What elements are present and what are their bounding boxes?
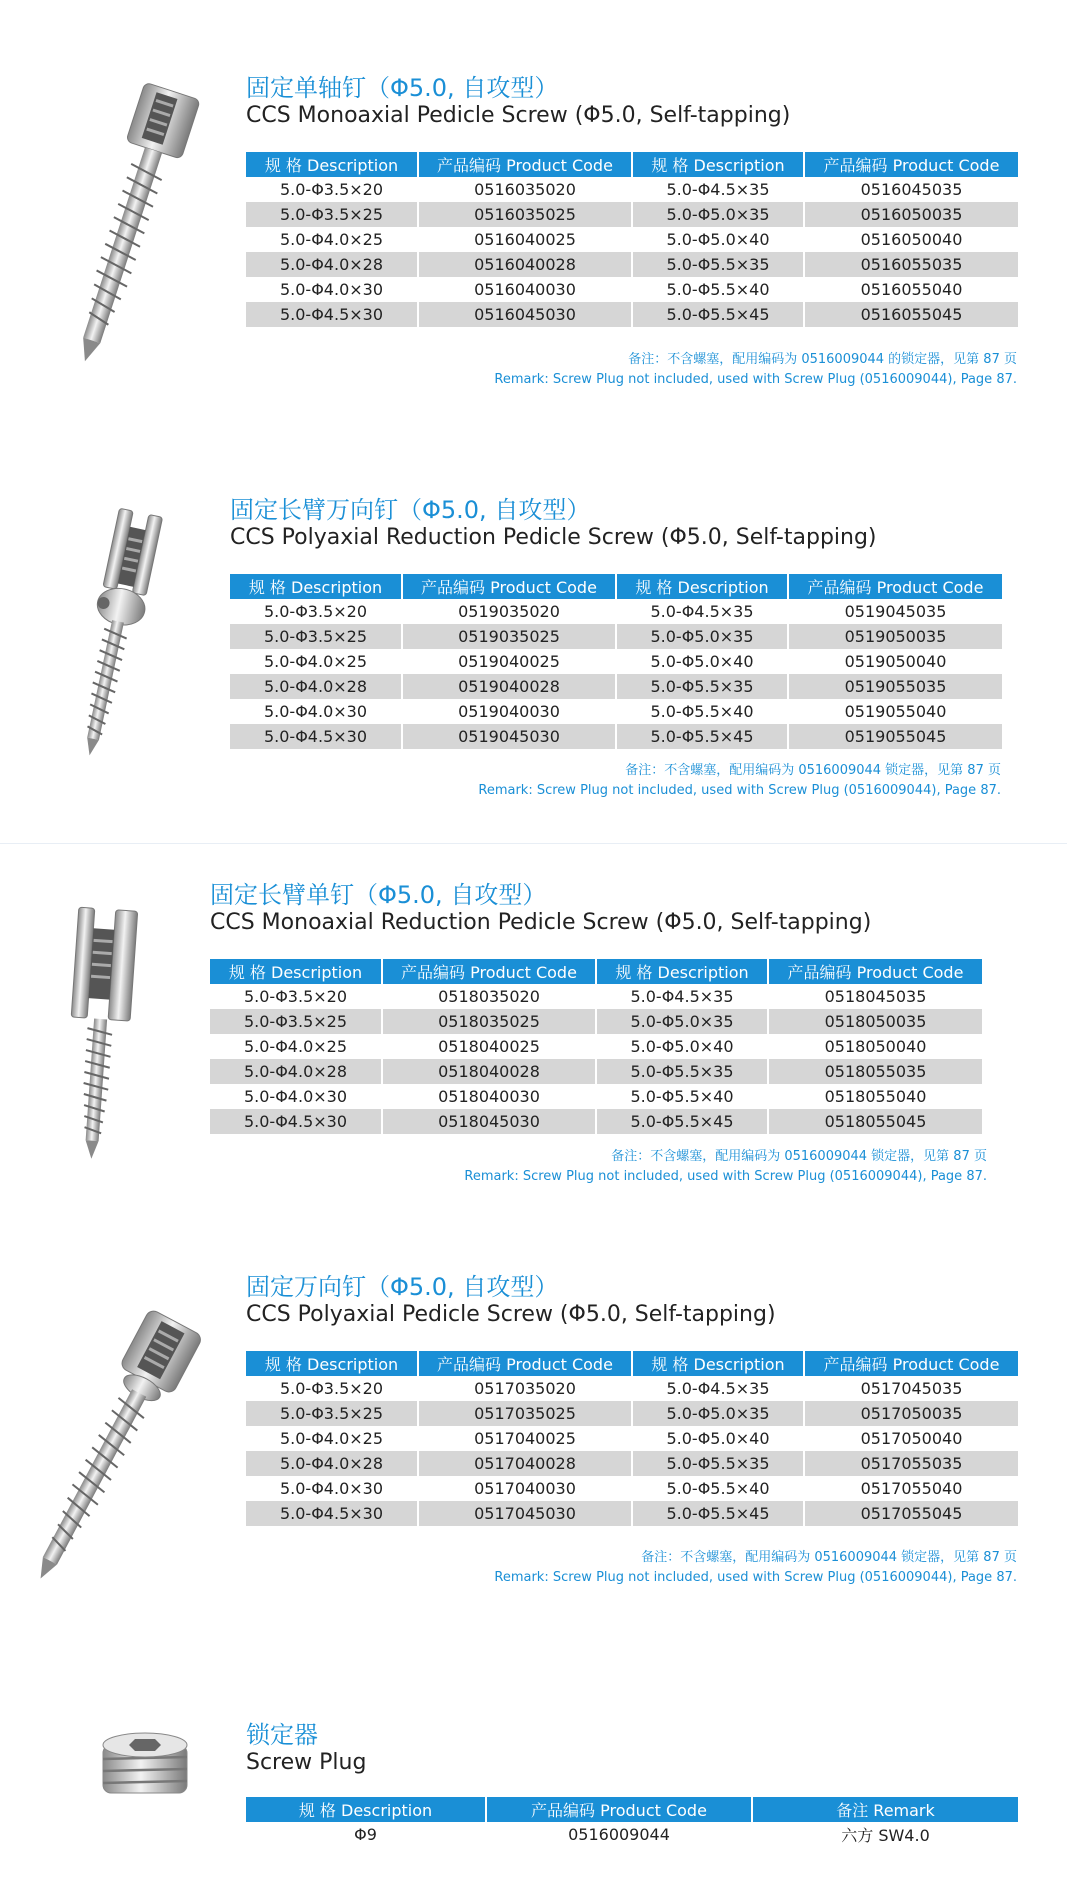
table-row xyxy=(210,1034,982,1059)
section-4-remark xyxy=(494,1548,1017,1588)
table-row xyxy=(210,1084,982,1109)
divider-line xyxy=(0,843,1067,844)
cell: 0516045030 xyxy=(418,302,632,327)
section-3-title-en: CCS Monoaxial Reduction Pedicle Screw (Φ5.0, Self-tapping) xyxy=(210,910,872,935)
header-description: 规 格 Description xyxy=(210,959,382,984)
header-product-code: 产品编码 Product Code xyxy=(382,959,596,984)
section-4-title-cn: 固定万向钉（Φ5.0, 自攻型） xyxy=(246,1273,559,1301)
cell: 六方 SW4.0 xyxy=(841,1826,930,1845)
cell: 0517045030 xyxy=(418,1501,632,1526)
cell: 5.0-Φ4.0×28 xyxy=(246,252,418,277)
cell: 0517055045 xyxy=(804,1501,1018,1526)
cell: 5.0-Φ4.5×35 xyxy=(596,984,768,1009)
header-description: 规 格 Description xyxy=(632,152,804,177)
cell: 5.0-Φ5.5×40 xyxy=(632,1476,804,1501)
remark-cn: 备注：不含螺塞，配用编码为 0516009044 锁定器，见第 87 页 xyxy=(611,1149,987,1164)
header-product-code: 产品编码 Product Code xyxy=(788,574,1002,599)
cell: 5.0-Φ5.5×40 xyxy=(616,699,788,724)
table-row xyxy=(246,177,1018,202)
remark-cn: 备注：不含螺塞，配用编码为 0516009044 锁定器，见第 87 页 xyxy=(625,763,1001,778)
cell: 5.0-Φ3.5×20 xyxy=(246,177,418,202)
plug-title-cn: 锁定器 xyxy=(246,1721,318,1749)
table-row xyxy=(246,1451,1018,1476)
cell: 5.0-Φ4.5×35 xyxy=(632,177,804,202)
cell: 0516035020 xyxy=(418,177,632,202)
monoaxial-screw-image xyxy=(40,75,210,375)
cell: 5.0-Φ4.0×25 xyxy=(230,649,402,674)
table-row xyxy=(246,1476,1018,1501)
cell: 0516040030 xyxy=(418,277,632,302)
cell: 0517035020 xyxy=(418,1376,632,1401)
cell: 0517040025 xyxy=(418,1426,632,1451)
cell: 0516040028 xyxy=(418,252,632,277)
table-row xyxy=(230,674,1002,699)
cell: 0519055045 xyxy=(788,724,1002,749)
cell: 0518045035 xyxy=(824,987,927,1006)
plug-title-en: Screw Plug xyxy=(246,1750,367,1775)
cell: 0518040025 xyxy=(382,1034,596,1059)
cell: 0517055035 xyxy=(804,1451,1018,1476)
header-description: 规 格 Description xyxy=(632,1351,804,1376)
cell: 5.0-Φ5.5×35 xyxy=(632,252,804,277)
cell: Φ9 xyxy=(246,1822,486,1847)
cell: 5.0-Φ4.0×28 xyxy=(210,1059,382,1084)
polyaxial-reduction-screw-image xyxy=(45,505,175,765)
cell: 0517045035 xyxy=(860,1379,963,1398)
table-row xyxy=(230,699,1002,724)
cell: 5.0-Φ3.5×25 xyxy=(246,202,418,227)
cell: 5.0-Φ4.5×30 xyxy=(210,1109,382,1134)
cell: 5.0-Φ5.5×40 xyxy=(596,1084,768,1109)
remark-en: Remark: Screw Plug not included, used with Screw Plug (0516009044), Page 87. xyxy=(494,372,1017,387)
cell: 0519050035 xyxy=(788,624,1002,649)
cell: 5.0-Φ5.0×35 xyxy=(632,202,804,227)
table-header-row xyxy=(246,1797,1018,1822)
table-row xyxy=(246,302,1018,327)
cell: 0517035025 xyxy=(418,1401,632,1426)
cell: 5.0-Φ4.5×30 xyxy=(246,302,418,327)
cell: 5.0-Φ5.5×45 xyxy=(632,1501,804,1526)
cell: 0519040030 xyxy=(402,699,616,724)
table-row xyxy=(246,202,1018,227)
cell: 0519035025 xyxy=(402,624,616,649)
table-row xyxy=(246,1822,1018,1847)
cell: 5.0-Φ3.5×25 xyxy=(210,1009,382,1034)
table-row xyxy=(230,724,1002,749)
cell: 0518050035 xyxy=(768,1009,982,1034)
table-header-row xyxy=(246,1351,1018,1376)
table-row xyxy=(230,599,1002,624)
cell: 0516035025 xyxy=(418,202,632,227)
section-3-title-cn: 固定长臂单钉（Φ5.0, 自攻型） xyxy=(210,881,547,909)
cell: 5.0-Φ5.5×45 xyxy=(632,302,804,327)
table-row xyxy=(230,624,1002,649)
table-row xyxy=(246,1401,1018,1426)
header-description: 规 格 Description xyxy=(246,1351,418,1376)
cell: 5.0-Φ4.0×30 xyxy=(246,277,418,302)
header-description: 规 格 Description xyxy=(246,152,418,177)
cell: 0516050040 xyxy=(860,230,963,249)
cell: 5.0-Φ5.5×35 xyxy=(616,674,788,699)
section-3-spec-table xyxy=(210,959,982,1134)
cell: 0518035020 xyxy=(382,984,596,1009)
table-row xyxy=(246,1376,1018,1401)
cell: 5.0-Φ3.5×20 xyxy=(230,599,402,624)
section-4-spec-table xyxy=(246,1351,1018,1526)
section-1-remark xyxy=(494,350,1017,390)
section-2-remark xyxy=(478,761,1001,801)
section-2-title-en: CCS Polyaxial Reduction Pedicle Screw (Φ5.0, Self-tapping) xyxy=(230,525,877,550)
table-row xyxy=(246,277,1018,302)
cell: 5.0-Φ3.5×25 xyxy=(246,1401,418,1426)
header-description: 规 格 Description xyxy=(596,959,768,984)
table-row xyxy=(246,252,1018,277)
cell: 5.0-Φ5.0×40 xyxy=(596,1034,768,1059)
cell: 0518055040 xyxy=(824,1087,927,1106)
screw-plug-image xyxy=(95,1725,195,1805)
cell: 0517055040 xyxy=(860,1479,963,1498)
table-row xyxy=(246,1501,1018,1526)
cell: 0517050040 xyxy=(860,1429,963,1448)
header-description: 规 格 Description xyxy=(246,1797,486,1822)
cell: 5.0-Φ4.5×30 xyxy=(246,1501,418,1526)
cell: 5.0-Φ3.5×20 xyxy=(246,1376,418,1401)
cell: 0516055045 xyxy=(804,302,1018,327)
cell: 0518055035 xyxy=(768,1059,982,1084)
cell: 0518035025 xyxy=(382,1009,596,1034)
cell: 0517040030 xyxy=(418,1476,632,1501)
header-remark: 备注 Remark xyxy=(752,1797,1018,1822)
cell: 0519055035 xyxy=(788,674,1002,699)
polyaxial-screw-image xyxy=(15,1300,205,1600)
header-product-code: 产品编码 Product Code xyxy=(418,152,632,177)
cell: 0518040030 xyxy=(382,1084,596,1109)
table-row xyxy=(230,649,1002,674)
cell: 5.0-Φ4.5×35 xyxy=(632,1376,804,1401)
cell: 5.0-Φ5.0×40 xyxy=(632,1426,804,1451)
cell: 0519040025 xyxy=(402,649,616,674)
table-row xyxy=(210,1009,982,1034)
cell: 0516009044 xyxy=(486,1822,752,1847)
cell: 5.0-Φ5.0×40 xyxy=(616,649,788,674)
cell: 5.0-Φ5.0×35 xyxy=(596,1009,768,1034)
remark-en: Remark: Screw Plug not included, used with Screw Plug (0516009044), Page 87. xyxy=(464,1169,987,1184)
cell: 0519050040 xyxy=(844,652,947,671)
table-row xyxy=(246,227,1018,252)
header-product-code: 产品编码 Product Code xyxy=(402,574,616,599)
cell: 5.0-Φ5.0×35 xyxy=(632,1401,804,1426)
section-2-title-cn: 固定长臂万向钉（Φ5.0, 自攻型） xyxy=(230,496,591,524)
cell: 0519035020 xyxy=(402,599,616,624)
header-product-code: 产品编码 Product Code xyxy=(804,152,1018,177)
cell: 5.0-Φ4.0×25 xyxy=(210,1034,382,1059)
cell: 0518040028 xyxy=(382,1059,596,1084)
cell: 0519045030 xyxy=(402,724,616,749)
cell: 0519045035 xyxy=(844,602,947,621)
cell: 0519055040 xyxy=(844,702,947,721)
cell: 0519040028 xyxy=(402,674,616,699)
cell: 5.0-Φ5.0×40 xyxy=(632,227,804,252)
cell: 5.0-Φ5.5×45 xyxy=(596,1109,768,1134)
cell: 0516055035 xyxy=(804,252,1018,277)
section-3-remark xyxy=(464,1147,987,1187)
remark-en: Remark: Screw Plug not included, used with Screw Plug (0516009044), Page 87. xyxy=(494,1570,1017,1585)
cell: 5.0-Φ5.5×45 xyxy=(616,724,788,749)
header-description: 规 格 Description xyxy=(616,574,788,599)
table-header-row xyxy=(246,152,1018,177)
header-description: 规 格 Description xyxy=(230,574,402,599)
cell: 0517050035 xyxy=(804,1401,1018,1426)
cell: 5.0-Φ4.0×25 xyxy=(246,1426,418,1451)
cell: 5.0-Φ3.5×25 xyxy=(230,624,402,649)
table-row xyxy=(210,1059,982,1084)
cell: 5.0-Φ4.0×28 xyxy=(246,1451,418,1476)
cell: 5.0-Φ4.0×30 xyxy=(246,1476,418,1501)
section-1-title-en: CCS Monoaxial Pedicle Screw (Φ5.0, Self-tapping) xyxy=(246,103,791,128)
cell: 5.0-Φ4.5×35 xyxy=(616,599,788,624)
header-product-code: 产品编码 Product Code xyxy=(486,1797,752,1822)
cell: 5.0-Φ5.5×35 xyxy=(632,1451,804,1476)
plug-spec-table xyxy=(246,1797,1018,1847)
cell: 5.0-Φ4.0×28 xyxy=(230,674,402,699)
remark-cn: 备注：不含螺塞，配用编码为 0516009044 锁定器，见第 87 页 xyxy=(641,1550,1017,1565)
table-header-row xyxy=(230,574,1002,599)
section-1-title-cn: 固定单轴钉（Φ5.0, 自攻型） xyxy=(246,74,559,102)
cell: 5.0-Φ5.5×35 xyxy=(596,1059,768,1084)
cell: 5.0-Φ4.0×30 xyxy=(230,699,402,724)
cell: 0518055045 xyxy=(768,1109,982,1134)
section-4-title-en: CCS Polyaxial Pedicle Screw (Φ5.0, Self-tapping) xyxy=(246,1302,776,1327)
cell: 0517040028 xyxy=(418,1451,632,1476)
cell: 5.0-Φ3.5×20 xyxy=(210,984,382,1009)
cell: 5.0-Φ5.0×35 xyxy=(616,624,788,649)
section-1-spec-table xyxy=(246,152,1018,327)
table-row xyxy=(210,1109,982,1134)
remark-cn: 备注：不含螺塞，配用编码为 0516009044 的锁定器，见第 87 页 xyxy=(628,352,1017,367)
table-row xyxy=(210,984,982,1009)
cell: 5.0-Φ4.5×30 xyxy=(230,724,402,749)
section-2-spec-table xyxy=(230,574,1002,749)
table-header-row xyxy=(210,959,982,984)
cell: 0516055040 xyxy=(860,280,963,299)
cell: 5.0-Φ5.5×40 xyxy=(632,277,804,302)
cell: 0516045035 xyxy=(860,180,963,199)
header-product-code: 产品编码 Product Code xyxy=(804,1351,1018,1376)
cell: 5.0-Φ4.0×30 xyxy=(210,1084,382,1109)
header-product-code: 产品编码 Product Code xyxy=(418,1351,632,1376)
cell: 0518045030 xyxy=(382,1109,596,1134)
cell: 0518050040 xyxy=(824,1037,927,1056)
table-row xyxy=(246,1426,1018,1451)
monoaxial-reduction-screw-image xyxy=(45,905,155,1165)
remark-en: Remark: Screw Plug not included, used with Screw Plug (0516009044), Page 87. xyxy=(478,783,1001,798)
cell: 0516050035 xyxy=(804,202,1018,227)
cell: 0516040025 xyxy=(418,227,632,252)
cell: 5.0-Φ4.0×25 xyxy=(246,227,418,252)
header-product-code: 产品编码 Product Code xyxy=(768,959,982,984)
